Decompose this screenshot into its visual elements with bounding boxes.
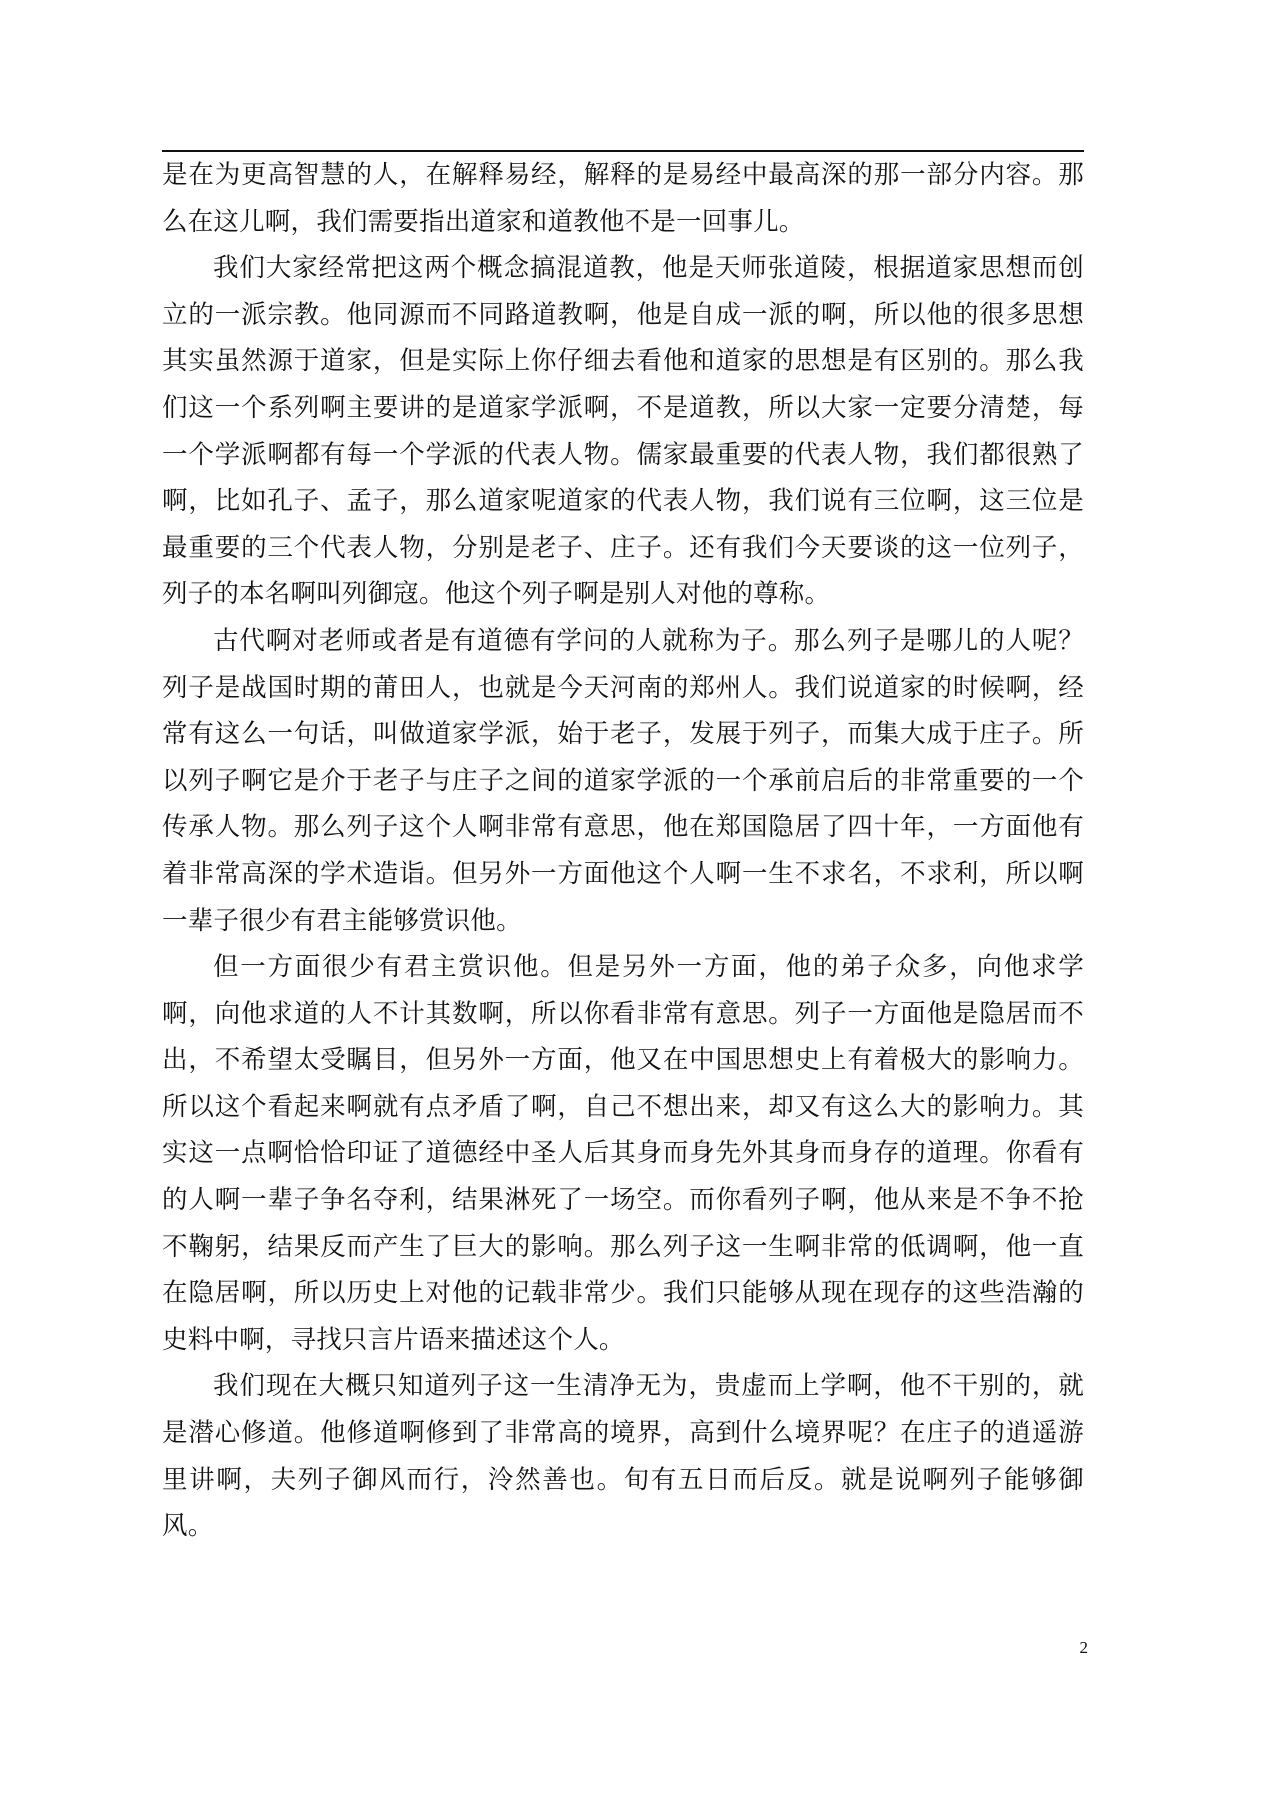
paragraph-1: 是在为更高智慧的人，在解释易经，解释的是易经中最高深的那一部分内容。那么在这儿啊，我们需要指出道家和道教他不是一回事儿。 [162,160,1084,237]
paragraph-2: 我们大家经常把这两个概念搞混道教，他是天师张道陵，根据道家思想而创立的一派宗教。他同源而不同路道教啊，他是自成一派的啊，所以他的很多思想其实虽然源于道家，但是实际上你仔细去看他和道家的思想是有区别的。那么我们这一个系列啊主要讲的是道家学派啊，不是道教，所以大家一定要分清楚，每一个学派啊都有每一个学派的代表人物。儒家最重要的代表人物，我们都很熟了啊，比如孔子、孟子，那么道家呢道家的代表人物，我们说有三位啊，这三位是最重要的三个代表人物，分别是老子、庄子。还有我们今天要谈的这一位列子，列子的本名啊叫列御寇。他这个列子啊是别人对他的尊称。 [162,253,1084,610]
paragraph-5: 我们现在大概只知道列子这一生清净无为，贵虚而上学啊，他不干别的，就是潜心修道。他修道啊修到了非常高的境界，高到什么境界呢？在庄子的逍遥游里讲啊，夫列子御风而行，泠然善也。旬有五日而后反。就是说啊列子能够御风。 [162,1371,1084,1542]
paragraph-3: 古代啊对老师或者是有道德有学问的人就称为子。那么列子是哪儿的人呢？列子是战国时期的莆田人，也就是今天河南的郑州人。我们说道家的时候啊，经常有这么一句话，叫做道家学派，始于老子，发展于列子，而集大成于庄子。所以列子啊它是介于老子与庄子之间的道家学派的一个承前启后的非常重要的一个传承人物。那么列子这个人啊非常有意思，他在郑国隐居了四十年，一方面他有着非常高深的学术造诣。但另外一方面他这个人啊一生不求名，不求利，所以啊一辈子很少有君主能够赏识他。 [162,625,1084,936]
page-number: 2 [1079,1638,1088,1657]
paragraph-4: 但一方面很少有君主赏识他。但是另外一方面，他的弟子众多，向他求学啊，向他求道的人不计其数啊，所以你看非常有意思。列子一方面他是隐居而不出，不希望太受瞩目，但另外一方面，他又在中国思想史上有着极大的影响力。所以这个看起来啊就有点矛盾了啊，自己不想出来，却又有这么大的影响力。其实这一点啊恰恰印证了道德经中圣人后其身而身先外其身而身存的道理。你看有的人啊一辈子争名夺利，结果淋死了一场空。而你看列子啊，他从来是不争不抢不鞠躬，结果反而产生了巨大的影响。那么列子这一生啊非常的低调啊，他一直在隐居啊，所以历史上对他的记载非常少。我们只能够从现在现存的这些浩瀚的史料中啊，寻找只言片语来描述这个人。 [162,952,1084,1355]
body-text [162,152,1084,1550]
